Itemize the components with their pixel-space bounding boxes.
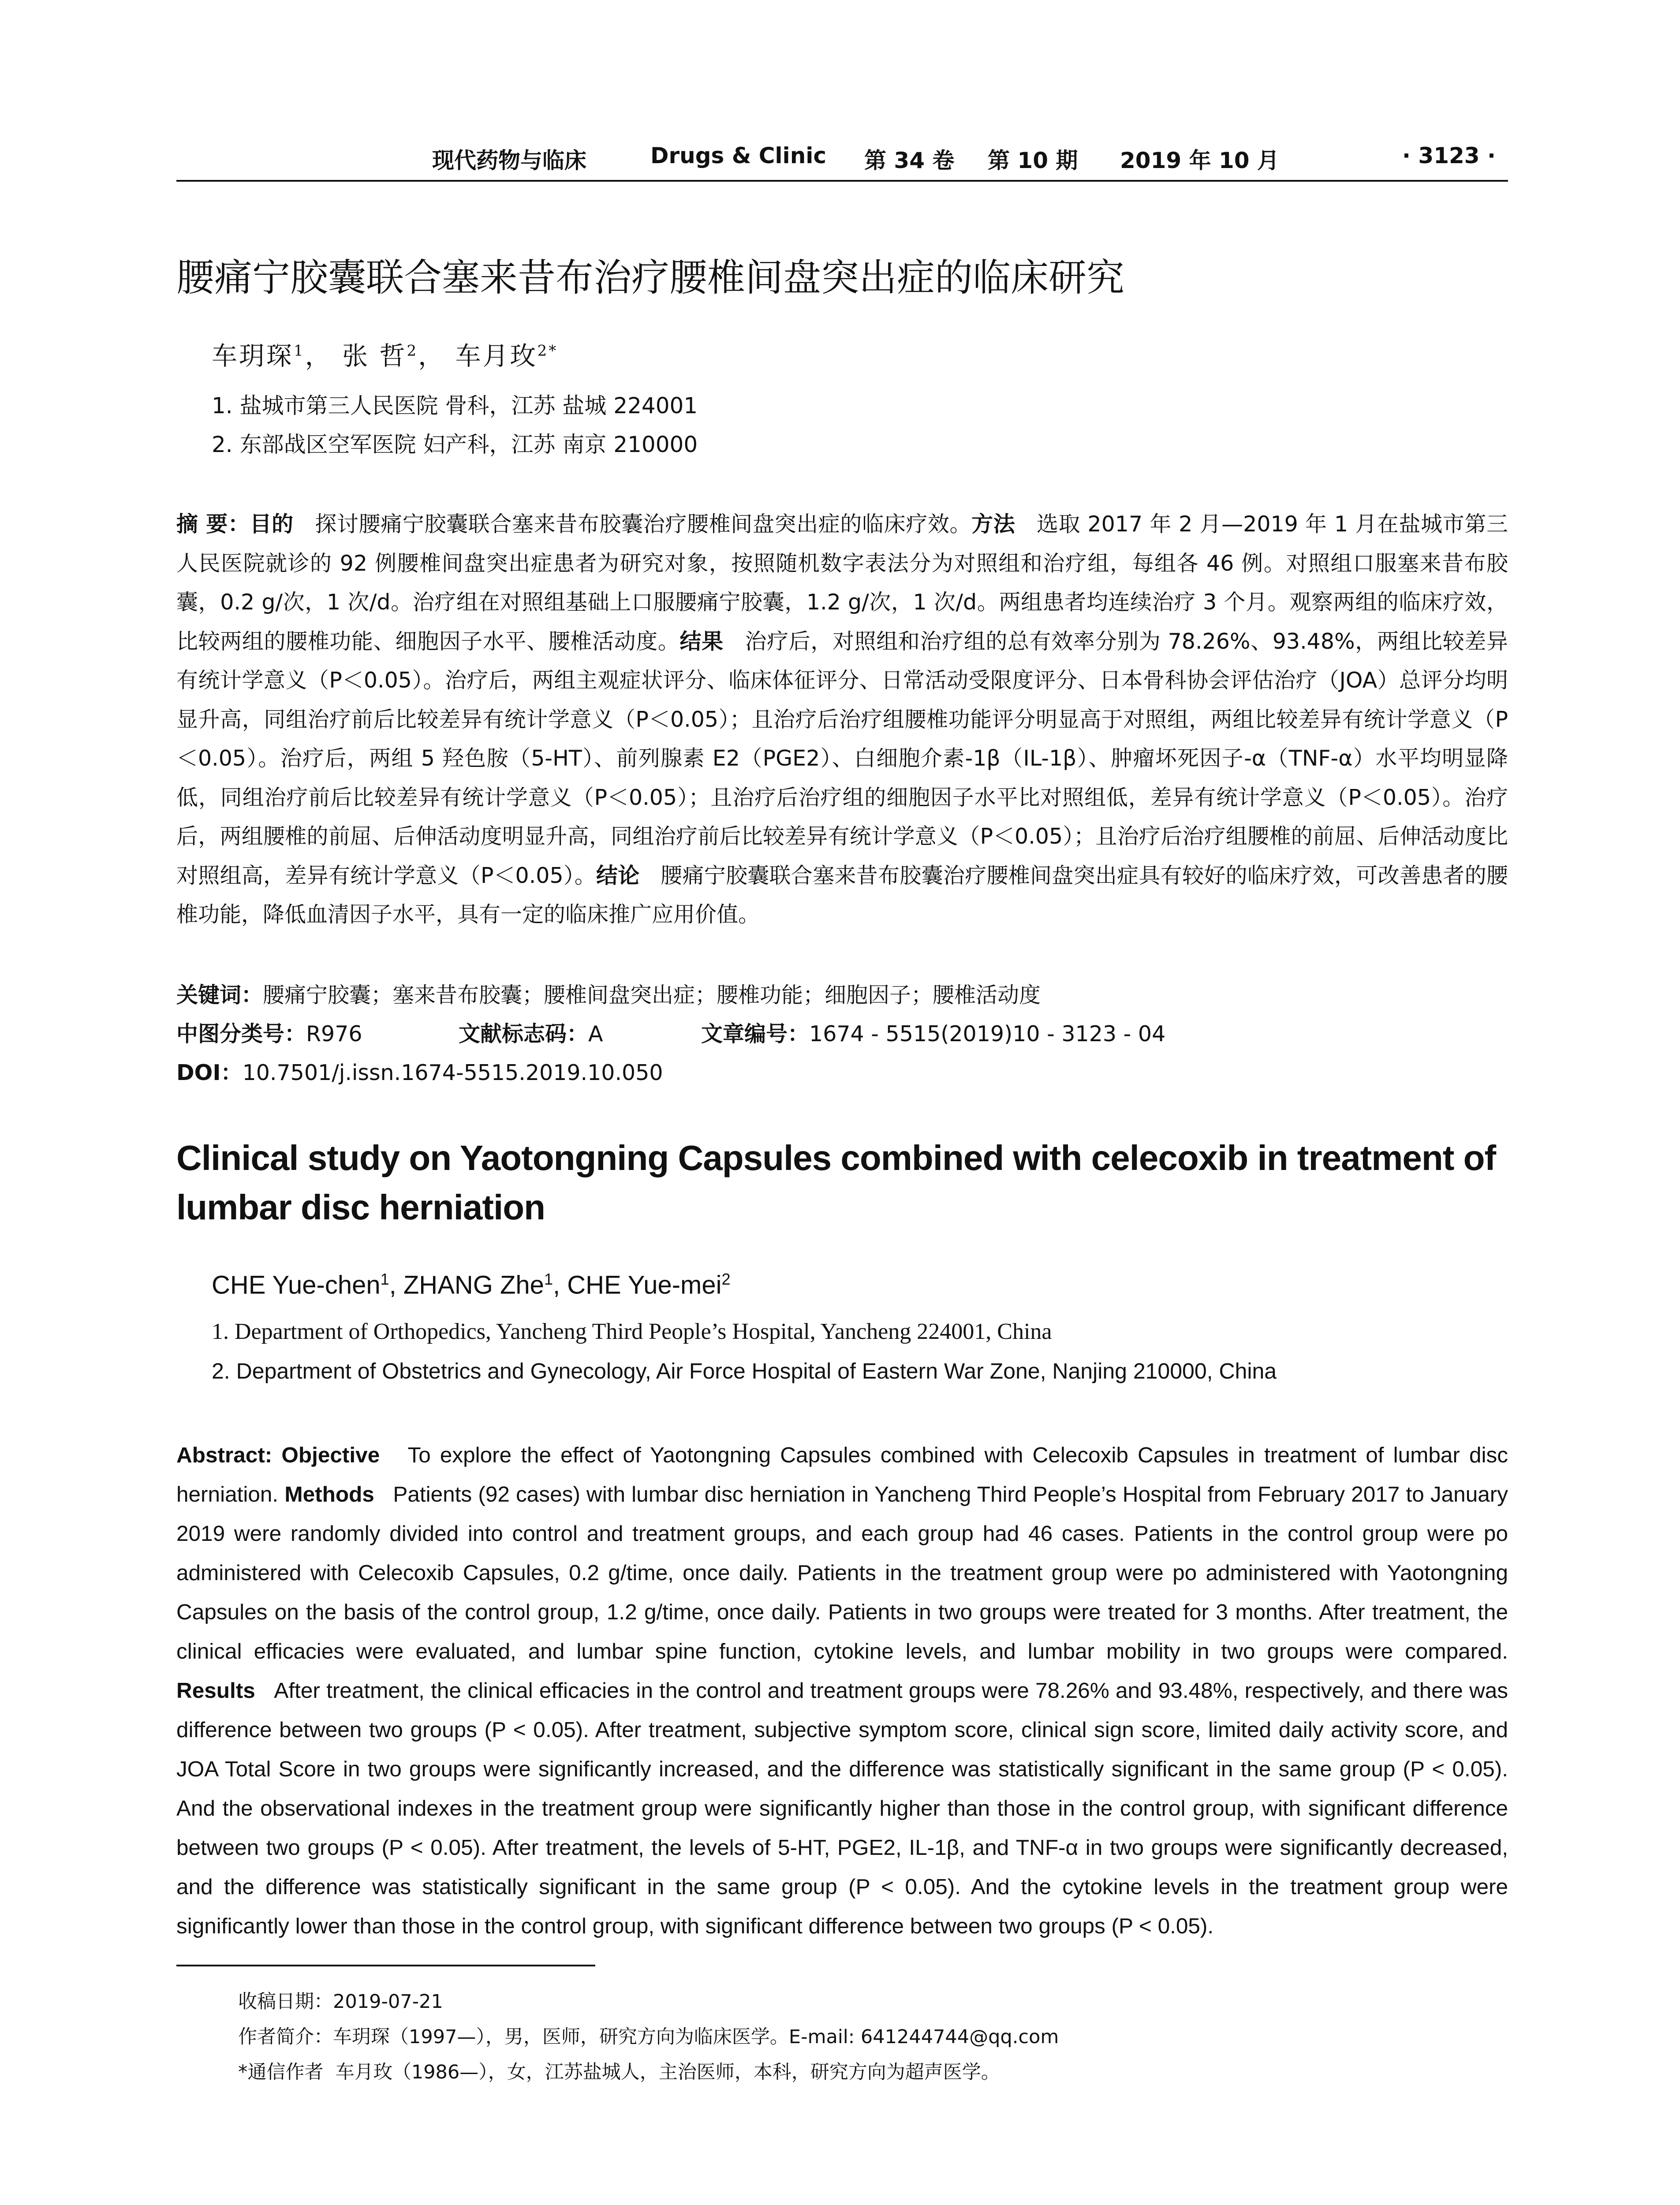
en-methods-label: Methods [284,1482,374,1506]
cn-authors: 车玥琛$^1$， 张 哲$^2$， 车月玫$^{2*}$ [212,341,558,371]
cn-title: 腰痛宁胶囊联合塞来昔布治疗腰椎间盘突出症的临床研究 [176,256,1124,300]
issue-date: 2019 年 10 月 [1120,148,1279,173]
corresponding-author: 车月玫（1986—），女，江苏盐城人，主治医师，本科，研究方向为超声医学。 [335,2061,1000,2083]
journal-name-en: Drugs & Clinic [650,143,827,168]
footnote-author: 作者简介：车玥琛（1997—），男，医师，研究方向为临床医学。E-mail: 641244744@qq.com [238,2026,1059,2048]
page-number: · 3123 · [1402,143,1496,168]
cn-conclusion-label: 结论 [596,863,640,888]
article-id-value: 1674 - 5515(2019)10 - 3123 - 04 [809,1021,1166,1046]
en-results: After treatment, the clinical efficacies in the control and treatment groups were 78.26% and 93.48%, respectively, and there was difference between two groups (P < 0.05). After treatment, subjective symptom score, clinical sign score, limited daily activity score, and JOA Total Score in two groups were significantly increased, and the difference was statistically significant in the same group (P < 0.05). And the observational indexes in the treatment group were significantly higher than those in the control group, with significant difference between two groups (P < 0.05). After treatment, the levels of 5-HT, PGE2, IL-1β, and TNF-α in two groups were significantly decreased, and the difference was statistically significant in the same group (P < 0.05). And the cytokine levels in the treatment group were significantly lower than those in the control group, with significant difference between two groups (P < 0.05). [176,1678,1508,1938]
en-abstract-label: Abstract: [176,1443,282,1467]
cn-objective: 探讨腰痛宁胶囊联合塞来昔布胶囊治疗腰椎间盘突出症的临床疗效。 [315,512,972,537]
author-bio: 车玥琛（1997—），男，医师，研究方向为临床医学。E-mail: 641244744@qq.com [333,2026,1059,2048]
volume: 第 34 卷 [864,148,955,173]
cn-objective-label: 目的 [250,512,294,537]
en-affiliation-2: 2. Department of Obstetrics and Gynecology, Air Force Hospital of Eastern War Zone, Nanjing 210000, China [212,1359,1277,1383]
cn-methods-label: 方法 [971,512,1015,537]
received-date: 2019-07-21 [333,1991,443,2013]
en-objective: To explore the effect of Yaotongning Capsules combined with Celecoxib Capsules in treatment of lumbar disc herniation. [176,1443,1508,1506]
document-code: 文献标志码：A [459,1021,603,1046]
journal-name-cn: 现代药物与临床 [432,148,586,173]
cn-author-2: 张 哲 [342,341,407,371]
en-objective-label: Objective [281,1443,380,1467]
cn-affiliation-1: 1. 盐城市第三人民医院 骨科，江苏 盐城 224001 [212,393,698,419]
article-id: 文章编号：1674 - 5515(2019)10 - 3123 - 04 [701,1021,1166,1046]
cn-author-1: 车玥琛 [212,341,294,371]
en-author-2: ZHANG Zhe [403,1271,544,1300]
en-title: Clinical study on Yaotongning Capsules combined with celecoxib in treatment of lumbar disc herniation [176,1138,1496,1227]
footnote-corresponding: *通信作者 车月玫（1986—），女，江苏盐城人，主治医师，本科，研究方向为超声医学。 [238,2061,1000,2083]
clc-number: R976 [306,1021,362,1046]
en-authors: CHE Yue-chen$^1$, ZHANG Zhe$^1$, CHE Yue-mei$^2$ [212,1270,731,1300]
cn-affiliation-2: 2. 东部战区空军医院 妇产科，江苏 南京 210000 [212,432,698,457]
cn-methods: 选取 2017 年 2 月—2019 年 1 月在盐城市第三人民医院就诊的 92 例腰椎间盘突出症患者为研究对象，按照随机数字表法分为对照组和治疗组，每组各 46 例。对照组口服塞来昔布胶囊，0.2 g/次，1 次/d。治疗组在对照组基础上口服腰痛宁胶囊，1.2 g/次，1 次/d。两组患者均连续治疗 3 个月。观察两组的临床疗效，比较两组的腰椎功能、细胞因子水平、腰椎活动度。 [176,512,1508,654]
cn-abstract [176,505,1508,934]
cn-conclusion: 腰痛宁胶囊联合塞来昔布胶囊治疗腰椎间盘突出症具有较好的临床疗效，可改善患者的腰椎功能，降低血清因子水平，具有一定的临床推广应用价值。 [176,863,1508,927]
doi-line [176,1056,663,1087]
running-header [176,140,1508,182]
cn-abstract-label: 摘 要： [176,512,250,537]
cn-results-label: 结果 [679,628,724,654]
footnote-rule [176,1965,595,1966]
document-code-value: A [588,1021,603,1046]
en-abstract [176,1435,1508,1946]
footnote-received: 收稿日期：2019-07-21 [238,1991,443,2013]
en-author-1: CHE Yue-chen [212,1271,381,1300]
en-affiliation-1: 1. Department of Orthopedics, Yancheng Third People’s Hospital, Yancheng 224001, China [212,1319,1052,1344]
cn-author-3: 车月玫 [455,341,538,371]
en-methods: Patients (92 cases) with lumbar disc herniation in Yancheng Third People’s Hospital from February 2017 to January 2019 were randomly divided into control and treatment groups, and each group had 46 cases. Patients in the control group were po administered with Celecoxib Capsules, 0.2 g/time, once daily. Patients in the treatment group were po administered with Yaotongning Capsules on the basis of the control group, 1.2 g/time, once daily. Patients in two groups were treated for 3 months. After treatment, the clinical efficacies were evaluated, and lumbar spine function, cytokine levels, and lumbar mobility in two groups were compared. [176,1482,1508,1663]
doi-value: 10.7501/j.issn.1674-5515.2019.10.050 [242,1060,663,1085]
issue: 第 10 期 [988,148,1078,173]
en-results-label: Results [176,1678,255,1703]
cn-keywords [176,978,1041,1009]
cn-keywords-label: 关键词： [176,983,263,1008]
doi-label: DOI： [176,1060,243,1085]
en-author-3: CHE Yue-mei [567,1271,722,1300]
cn-keywords-text: 腰痛宁胶囊；塞来昔布胶囊；腰椎间盘突出症；腰椎功能；细胞因子；腰椎活动度 [263,983,1041,1008]
cn-results: 治疗后，对照组和治疗组的总有效率分别为 78.26%、93.48%，两组比较差异有统计学意义（P＜0.05）。治疗后，两组主观症状评分、临床体征评分、日常活动受限度评分、日本骨科协会评估治疗（JOA）总评分均明显升高，同组治疗前后比较差异有统计学意义（P＜0.05）；且治疗后治疗组腰椎功能评分明显高于对照组，两组比较差异有统计学意义（P＜0.05）。治疗后，两组 5 羟色胺（5-HT）、前列腺素 E2（PGE2）、白细胞介素-1β（IL-1β）、肿瘤坏死因子-α（TNF-α）水平均明显降低，同组治疗前后比较差异有统计学意义（P＜0.05）；且治疗后治疗组的细胞因子水平比对照组低，差异有统计学意义（P＜0.05）。治疗后，两组腰椎的前屈、后伸活动度明显升高，同组治疗前后比较差异有统计学意义（P＜0.05）；且治疗后治疗组腰椎的前屈、后伸活动度比对照组高，差异有统计学意义（P＜0.05）。 [176,628,1508,888]
classification-line: 中图分类号：R976 [176,1021,362,1046]
